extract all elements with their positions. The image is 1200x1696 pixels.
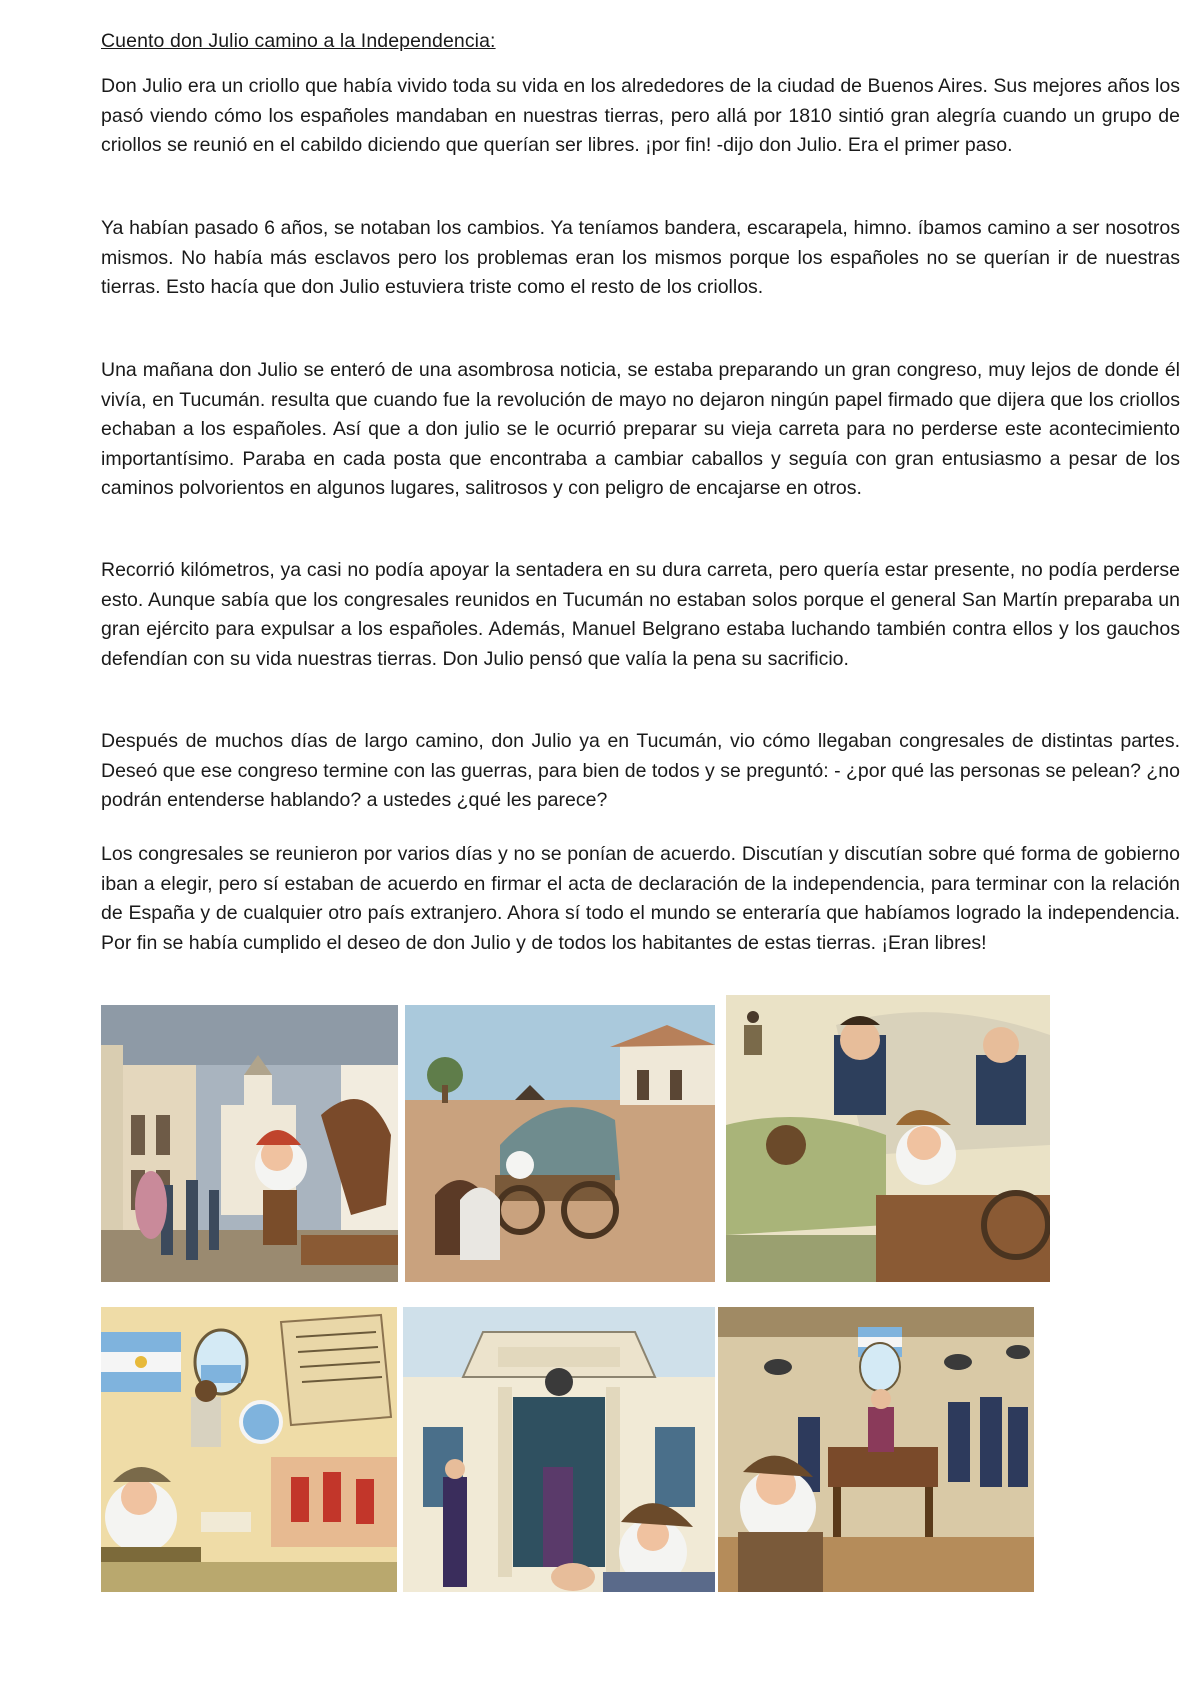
paragraph-4: Recorrió kilómetros, ya casi no podía apoyar la sentadera en su dura carreta, pero quería estar presente, no podía perderse esto. Aunque sabía que los congresales reunidos en Tucumán no estaban solos porque el general San Martín preparaba un gran ejército para expulsar a los españoles. Además, Manuel Belgrano estaba luchando también contra ellos y los gauchos defendían con su vida nuestras tierras. Don Julio pensó que valía la pena su sacrificio.	[101, 559, 1180, 670]
paragraph-1: Don Julio era un criollo que había vivido toda su vida en los alrededores de la ciudad de Buenos Aires. Sus mejores años los pasó viendo cómo los españoles mandaban en nuestras tierras, pero allá por 1810 sintió gran alegría cuando un grupo de criollos se reunió en el cabildo diciendo que querían ser libres. ¡por fin! -dijo don Julio. Era el primer paso.	[101, 75, 1180, 157]
paragraph-5: Después de muchos días de largo camino, don Julio ya en Tucumán, vio cómo llegaban congresales de distintas partes. Deseó que ese congreso termine con las guerras, para bien de todos y se preguntó: - ¿por qué las personas se pelean? ¿no podrán entenderse hablando? a ustedes ¿qué les parece?	[101, 730, 1180, 812]
congress-celebration-illustration	[718, 1307, 1034, 1592]
independence-symbols-illustration	[101, 1307, 397, 1592]
casa-historica-illustration	[403, 1307, 715, 1592]
carreta-road-illustration	[405, 1005, 715, 1282]
paragraph-3: Una mañana don Julio se enteró de una asombrosa noticia, se estaba preparando un gran congreso, muy lejos de donde él vivía, en Tucumán. resulta que cuando fue la revolución de mayo no dejaron ningún papel firmado que dijera que los criollos echaban a los españoles. Así que a don julio se le ocurrió preparar su vieja carreta para no perderse este acontecimiento importantísimo. Paraba en cada posta que encontraba a cambiar caballos y seguía con gran entusiasmo a pesar de los caminos polvorientos en algunos lugares, salitrosos y con peligro de encajarse en otros.	[101, 359, 1180, 500]
story-title: Cuento don Julio camino a la Independencia:	[101, 30, 496, 52]
san-martin-belgrano-illustration	[726, 995, 1050, 1282]
paragraph-2: Ya habían pasado 6 años, se notaban los cambios. Ya teníamos bandera, escarapela, himno. íbamos camino a ser nosotros mismos. No había más esclavos pero los problemas eran los mismos porque los españoles no se querían ir de nuestras tierras. Esto hacía que don Julio estuviera triste como el resto de los criollos.	[101, 217, 1180, 299]
cabildo-scene-illustration	[101, 1005, 398, 1282]
paragraph-6: Los congresales se reunieron por varios días y no se ponían de acuerdo. Discutían y discutían sobre qué forma de gobierno iban a elegir, pero sí estaban de acuerdo en firmar el acta de declaración de la independencia, para terminar con la relación de España y de cualquier otro país extranjero. Ahora sí todo el mundo se enteraría que habíamos logrado la independencia. Por fin se había cumplido el deseo de don Julio y de todos los habitantes de estas tierras. ¡Eran libres!	[101, 843, 1180, 954]
